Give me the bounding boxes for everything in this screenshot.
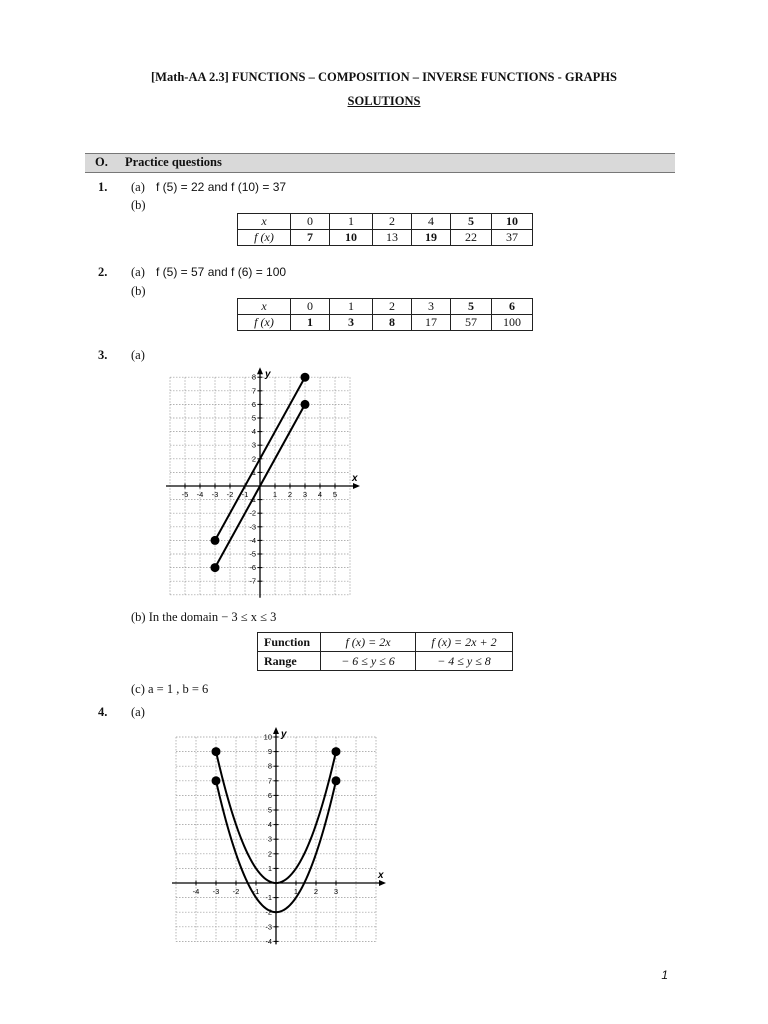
series-endpoint [301,400,310,409]
q1-b-label: (b) [131,198,146,212]
table-row: f (x) 1 3 8 17 57 100 [238,315,533,331]
q2-values-table [237,298,533,331]
y-tick-label: 1 [251,467,256,477]
y-tick-label: 8 [267,761,272,771]
x-tick-label: 2 [287,490,293,499]
x-tick-label: -1 [252,887,260,896]
y-axis-label: y [265,369,271,381]
y-tick-label: 3 [267,834,272,844]
x-axis-label: x [378,870,384,881]
y-tick-label: -2 [265,907,272,917]
y-tick-label: 4 [267,820,272,830]
y-axis-label: y [281,729,287,740]
y-tick-label: 10 [263,732,272,742]
y-tick-label: -6 [249,563,256,573]
table-row: x 0 1 2 4 5 10 [238,214,533,230]
y-tick-label: -5 [249,549,256,559]
y-tick-label: -7 [249,576,256,586]
y-tick-label: -3 [265,922,272,932]
q4-a-label: (a) [131,705,145,719]
series-endpoint [211,536,220,545]
y-tick-label: 5 [267,805,272,815]
y-tick-label: 3 [251,440,256,450]
q3-b-text: (b) In the domain − 3 ≤ x ≤ 3 [131,610,277,624]
series-endpoint [332,776,341,785]
x-tick-label: -3 [212,887,220,896]
table-row: Range − 6 ≤ y ≤ 6 − 4 ≤ y ≤ 8 [258,652,513,671]
x-tick-label: 3 [302,490,308,499]
y-tick-label: -1 [265,893,272,903]
y-tick-label: -1 [249,495,256,505]
range-table [257,632,513,671]
y-tick-label: 8 [251,372,256,382]
y-tick-label: 7 [251,386,256,396]
x-tick-label: 2 [313,887,319,896]
q1-a-label: (a) [131,180,145,194]
x-tick-label: -2 [226,490,234,499]
series-endpoint [211,563,220,572]
table-row: Function f (x) = 2x f (x) = 2x + 2 [258,633,513,652]
x-axis-label: x [352,473,358,484]
y-tick-label: 6 [267,790,272,800]
y-tick-label: 1 [267,863,272,873]
x-tick-label: -2 [232,887,240,896]
y-tick-label: -3 [249,522,256,532]
series-endpoint [212,747,221,756]
y-axis-arrow [257,367,263,374]
section-label: Practice questions [125,155,222,169]
y-axis-arrow [273,727,279,734]
q2-a-answer: f (5) = 57 and f (6) = 100 [156,265,287,279]
q2-a-label: (a) [131,265,145,279]
x-tick-label: -4 [196,490,204,499]
series-endpoint [332,747,341,756]
x-tick-label: -1 [241,490,249,499]
linear-graph [170,358,380,590]
y-tick-label: -4 [249,535,256,545]
y-tick-label: 7 [267,776,272,786]
q3-number: 3. [98,348,108,362]
x-tick-label: -4 [192,887,200,896]
y-tick-label: 9 [267,747,272,757]
page-subtitle: SOLUTIONS [347,94,421,108]
y-tick-label: -4 [265,936,272,946]
y-tick-label: 4 [251,427,256,437]
x-tick-label: -5 [181,490,189,499]
page-title: [Math-AA 2.3] FUNCTIONS – COMPOSITION – INVERSE FUNCTIONS - GRAPHS [150,70,617,84]
section-header [85,153,675,173]
q2-b-label: (b) [131,284,146,298]
x-tick-label: -3 [211,490,219,499]
q4-number: 4. [98,705,108,719]
series-endpoint [301,373,310,382]
q3-c-text: (c) a = 1 , b = 6 [131,682,209,696]
q1-number: 1. [98,180,108,194]
y-tick-label: 6 [251,399,256,409]
x-tick-label: 3 [333,887,339,896]
y-tick-label: -2 [249,508,256,518]
q1-a-answer: f (5) = 22 and f (10) = 37 [156,180,287,194]
page-number: 1 [661,968,668,982]
x-tick-label: 5 [332,490,338,499]
table-row: f (x) 7 10 13 19 22 37 [238,230,533,246]
x-tick-label: 4 [317,490,323,499]
q1-values-table [237,213,533,246]
y-tick-label: 5 [251,413,256,423]
x-tick-label: 1 [293,887,299,896]
y-tick-label: 2 [251,454,256,464]
y-tick-label: 2 [267,849,272,859]
table-row: x 0 1 2 3 5 6 [238,299,533,315]
x-tick-label: 1 [272,490,278,499]
parabola-graph [170,716,382,948]
section-number: O. [95,155,108,169]
series-endpoint [212,776,221,785]
q2-number: 2. [98,265,108,279]
q3-a-label: (a) [131,348,145,362]
